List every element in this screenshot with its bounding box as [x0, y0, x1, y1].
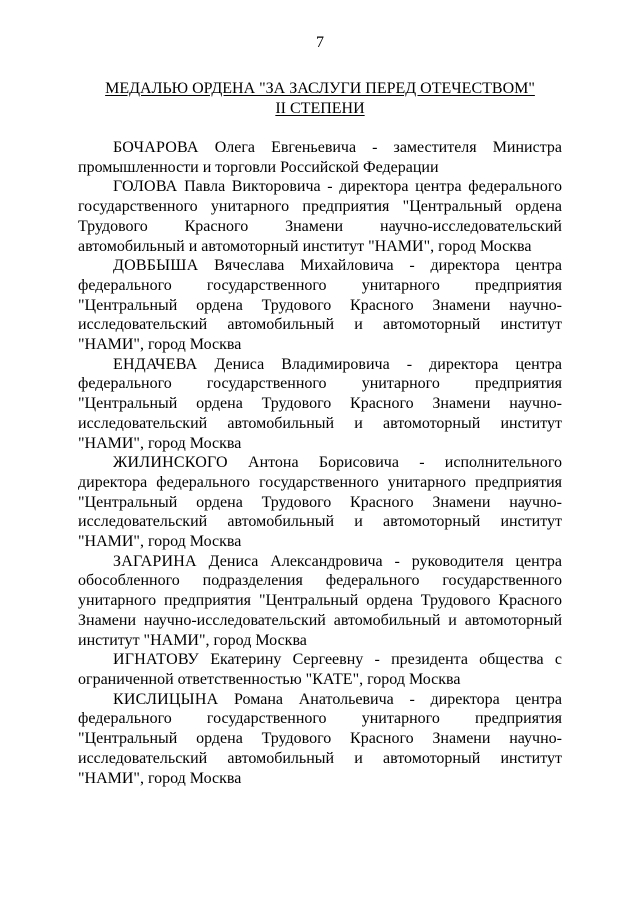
entry-surname: БОЧАРОВА — [113, 139, 199, 156]
entry-surname: ЕНДАЧЕВА — [113, 355, 198, 373]
entry-surname: ГОЛОВА — [113, 178, 178, 196]
award-list — [78, 138, 562, 788]
heading-line-1: МЕДАЛЬЮ ОРДЕНА "ЗА ЗАСЛУГИ ПЕРЕД ОТЕЧЕСТВОМ" — [105, 80, 535, 97]
award-entry — [78, 138, 562, 177]
award-entry — [78, 453, 562, 552]
entry-details: Дениса Александровича - руководителя центра обособленного подразделения федерального государственного унитарного предприятия "Центральный ордена Трудового Красного Знамени научно-исследовательский автомобильный и автомоторный институт "НАМИ", город Москва — [78, 552, 562, 649]
award-entry — [78, 690, 562, 789]
entry-details: Олега Евгеньевича - заместителя Министра промышленности и торговли Российской Федерации — [78, 139, 563, 176]
entry-surname: ИГНАТОВУ — [113, 651, 199, 669]
entry-surname: ДОВБЫША — [113, 257, 199, 275]
entry-details: Дениса Владимировича - директора центра федерального государственного унитарного предприятия "Центральный ордена Трудового Красного Знамени научно-исследовательский автомобильный и автомоторный институт "НАМИ", город Москва — [78, 355, 562, 452]
heading-line-2: II СТЕПЕНИ — [275, 100, 365, 117]
award-entry — [78, 177, 562, 256]
award-entry — [78, 355, 562, 454]
entry-surname: ЗАГАРИНА — [113, 552, 197, 570]
entry-details: Екатерину Сергеевну - президента общества с ограниченной ответственностью "КАТЕ", город Москва — [78, 651, 563, 688]
award-entry — [78, 256, 562, 355]
page-title — [78, 79, 562, 119]
entry-details: Павла Викторовича - директора центра федерального государственного унитарного предприятия "Центральный ордена Трудового Красного Знамени научно-исследовательский автомобильный и автомоторный институт "НАМИ", город Москва — [78, 178, 563, 255]
entry-details: Антона Борисовича - исполнительного директора федерального государственного унитарного предприятия "Центральный ордена Трудового Красного Знамени научно-исследовательский автомобильный и автомоторный институт "НАМИ", город Москва — [78, 454, 562, 551]
page-number: 7 — [316, 34, 324, 51]
award-entry — [78, 552, 562, 651]
entry-details: Романа Анатольевича - директора центра федерального государственного унитарного предприятия "Центральный ордена Трудового Красного Знамени научно-исследовательский автомобильный и автомоторный институт "НАМИ", город Москва — [78, 690, 563, 787]
award-entry — [78, 650, 562, 689]
entry-surname: КИСЛИЦЫНА — [113, 690, 219, 708]
entry-surname: ЖИЛИНСКОГО — [113, 454, 228, 472]
entry-details: Вячеслава Михайловича - директора центра федерального государственного унитарного предприятия "Центральный ордена Трудового Красного Знамени научно-исследовательский автомобильный и автомоторный институт "НАМИ", город Москва — [78, 257, 563, 354]
